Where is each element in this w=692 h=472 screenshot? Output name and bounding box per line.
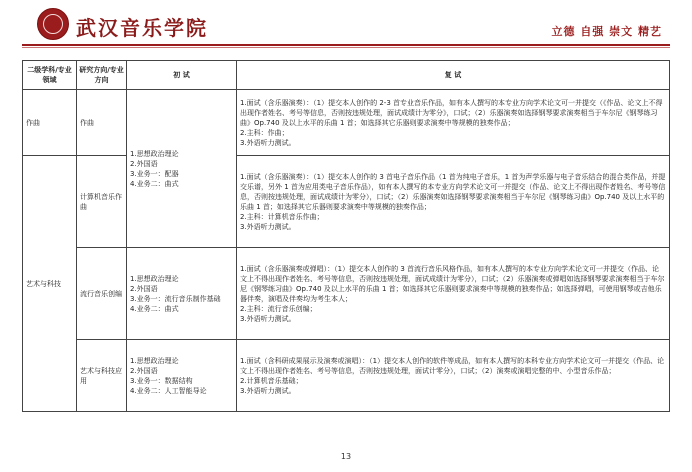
requirement-line: 3.外语听力测试。 bbox=[240, 386, 296, 395]
table-row bbox=[23, 340, 670, 412]
direction-cell: 流行音乐创编 bbox=[77, 248, 127, 340]
subject-item: 1.思想政治理论 bbox=[130, 274, 179, 283]
header-field: 二级学科/专业领域 bbox=[23, 61, 77, 90]
subject-item: 2.外国语 bbox=[130, 159, 158, 168]
header-preliminary-exam: 初 试 bbox=[127, 61, 237, 90]
subject-item: 1.思想政治理论 bbox=[130, 356, 179, 365]
requirement-line: 3.外语听力测试。 bbox=[240, 138, 296, 147]
table-row bbox=[23, 248, 670, 340]
retest-cell bbox=[237, 340, 670, 412]
subject-item: 3.业务一：数据结构 bbox=[130, 376, 193, 385]
requirement-line: 3.外语听力测试。 bbox=[240, 222, 296, 231]
subject-item: 2.外国语 bbox=[130, 284, 158, 293]
header-retest: 复 试 bbox=[237, 61, 670, 90]
page-header bbox=[0, 0, 692, 50]
retest-cell bbox=[237, 248, 670, 340]
requirement-line: 3.外语听力测试。 bbox=[240, 314, 296, 323]
preliminary-subjects-cell bbox=[127, 90, 237, 248]
program-table bbox=[22, 60, 670, 412]
school-name: 武汉音乐学院 bbox=[76, 16, 208, 40]
requirement-line: 1.面试（含乐器演奏或弹唱）：（1）提交本人创作的 3 首流行音乐风格作品，如有本人撰写的本专业方向学术论文可一并提交（作品、论文上不得出现作者姓名、考号等信息，否则按违规处理，面试成绩计为零分），口试；（2）乐器演奏或弹唱如选择钢琴要求演奏相当于车尔尼《钢琴练习曲》Op.740 及以上水平的乐曲 1 首；如选择其它乐器则要求演奏中等规模的独奏作品；如选择弹唱，可使用钢琴或吉他乐器伴奏，演唱及伴奏均为考生本人； bbox=[240, 264, 665, 303]
field-cell: 艺术与科技 bbox=[23, 156, 77, 412]
table-header-row bbox=[23, 61, 670, 90]
requirement-line: 1.面试（含乐器演奏）：（1）提交本人创作的 3 首电子音乐作品（1 首为纯电子音乐，1 首为声学乐器与电子音乐结合的混合类作品，并提交乐谱，另外 1 首为应用类电子音乐作品），如有本人撰写的本专业方向学术论文可一并提交（作品、论文上不得出现作者姓名、考号等信息，否则按违规处理，面试成绩计为零分），口试；（2）乐器演奏如选择钢琴要求演奏相当于车尔尼《钢琴练习曲》Op.740 及以上水平的乐曲 1 首；如选择其它乐器则要求演奏中等规模的独奏作品； bbox=[240, 172, 666, 211]
header-divider-thin bbox=[22, 47, 670, 48]
requirement-line: 2.主科：流行音乐创编； bbox=[240, 304, 317, 313]
subject-item: 4.业务二：曲式 bbox=[130, 179, 179, 188]
school-motto: 立德 自强 崇文 精艺 bbox=[551, 25, 662, 38]
subject-item: 2.外国语 bbox=[130, 366, 158, 375]
subject-item: 3.业务一：配器 bbox=[130, 169, 179, 178]
direction-cell: 计算机音乐作曲 bbox=[77, 156, 127, 248]
header-direction: 研究方向/专业方向 bbox=[77, 61, 127, 90]
school-logo-icon bbox=[37, 8, 69, 40]
direction-cell: 作曲 bbox=[77, 90, 127, 156]
retest-cell bbox=[237, 156, 670, 248]
table-row bbox=[23, 156, 670, 248]
requirement-line: 2.主科：计算机音乐作曲； bbox=[240, 212, 324, 221]
table-row bbox=[23, 90, 670, 156]
requirement-line: 1.面试（含乐器演奏）：（1）提交本人创作的 2-3 首专业音乐作品，如有本人撰写的本专业方向学术论文可一并提交（《作品、论文上不得出现作者姓名、考号等信息，否则按违规处理，面试成绩计为零分》，口试；（2）乐器演奏如选择钢琴要求演奏相当于车尔尼《钢琴练习曲》Op.740 及以上水平的乐曲 1 首；如选择其它乐器则要求演奏中等规模的独奏作品； bbox=[240, 98, 663, 127]
header-divider bbox=[22, 44, 670, 46]
requirement-line: 1.面试（含科研成果展示及演奏或演唱）：（1）提交本人创作的软件等成品，如有本人撰写的本科专业方向学术论文可一并提交（作品、论文上不得出现作者姓名、考号等信息，否则按违规处理，面试计零分），口试；（2）演奏或演唱完整的中、小型音乐作品； bbox=[240, 356, 665, 375]
retest-cell bbox=[237, 90, 670, 156]
subject-item: 4.业务二：曲式 bbox=[130, 304, 179, 313]
direction-cell: 艺术与科技应用 bbox=[77, 340, 127, 412]
requirement-line: 2.主科：作曲； bbox=[240, 128, 289, 137]
field-cell: 作曲 bbox=[23, 90, 77, 156]
page-number: 13 bbox=[340, 452, 352, 461]
preliminary-subjects-cell bbox=[127, 340, 237, 412]
preliminary-subjects-cell bbox=[127, 248, 237, 340]
subject-item: 4.业务二：人工智能导论 bbox=[130, 386, 207, 395]
subject-item: 3.业务一：流行音乐制作基础 bbox=[130, 294, 221, 303]
requirement-line: 2.计算机音乐基础； bbox=[240, 376, 303, 385]
subject-item: 1.思想政治理论 bbox=[130, 149, 179, 158]
